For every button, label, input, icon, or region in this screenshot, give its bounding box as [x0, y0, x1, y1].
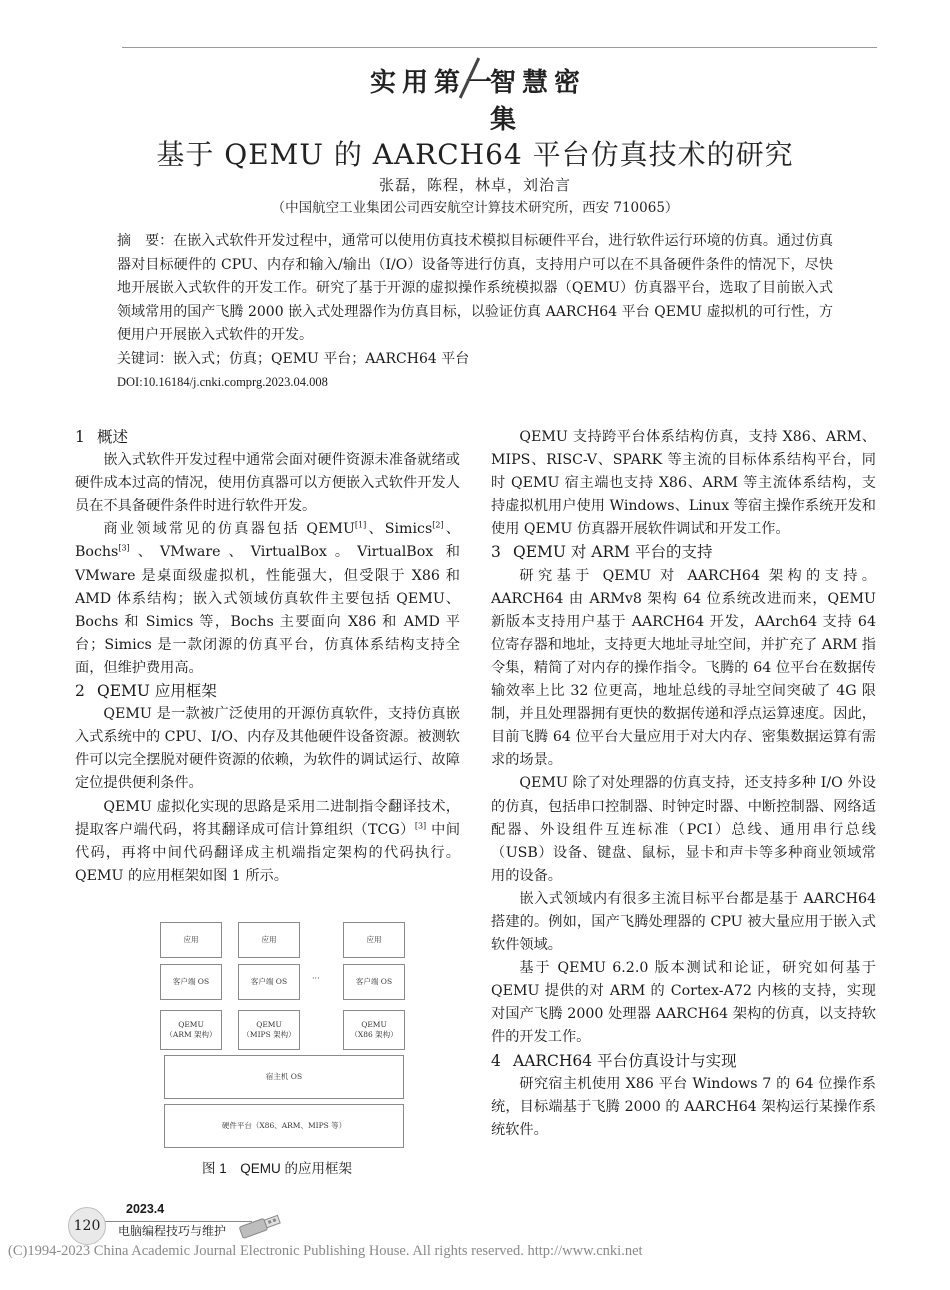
column-header	[340, 58, 610, 135]
paragraph-text: QEMU 虚拟化实现的思路是采用二进制指令翻译技术，提取客户端代码，将其翻译成可信计算组织（TCG）	[75, 798, 460, 838]
figure-box-qemu-arm	[160, 1010, 222, 1050]
paragraph: QEMU 支持跨平台体系结构仿真，支持 X86、ARM、MIPS、RISC-V、SPARK 等主流的目标体系结构平台，同时 QEMU 宿主端也支持 X86、ARM 等主流体系结构，支持虚拟机用户使用 Windows、Linux 等宿主操作系统开发和使用 QEMU 仿真器开展软件调试和开发工作。	[491, 429, 876, 538]
paragraph: QEMU 是一款被广泛使用的开源仿真软件，支持仿真嵌入式系统中的 CPU、I/O、内存及其他硬件设备资源。被测软件可以完全摆脱对硬件资源的依赖，为软件的调试运行、故障定位提供便利条件。	[75, 706, 460, 792]
figure-box-app: 应用	[238, 922, 300, 958]
figure-box-guest-os: 客户端 OS	[343, 964, 405, 1000]
abstract-text: 在嵌入式软件开发过程中，通常可以使用仿真技术模拟目标硬件平台，进行软件运行环境的仿真。通过仿真器对目标硬件的 CPU、内存和输入/输出（I/O）设备等进行仿真，支持用户可以在不具备硬件条件的情况下，尽快地开展嵌入式软件的开发工作。研究了基于开源的虚拟操作系统模拟器（QEMU）仿真器平台，选取了目前嵌入式领域常用的国产飞腾 2000 嵌入式处理器作为仿真目标，以验证仿真 AARCH64 平台 QEMU 虚拟机的可行性，方便用户开展嵌入式软件的开发。	[117, 233, 834, 343]
section-heading	[75, 426, 460, 449]
paragraph-text: 、Simics	[366, 521, 433, 538]
paragraph-text: 、Bochs	[75, 521, 460, 561]
section-number: 3	[491, 543, 501, 562]
paragraph: 研究宿主机使用 X86 平台 Windows 7 的 64 位操作系统，目标端基于飞腾 2000 的 AARCH64 架构运行某操作系统软件。	[491, 1075, 876, 1138]
header-right: 智慧密集	[490, 68, 587, 135]
figure-box-qemu-x86	[343, 1010, 405, 1050]
header-left: 实用第一	[370, 68, 499, 98]
page-number: 120	[68, 1207, 106, 1245]
keywords: 关键词：嵌入式；仿真；QEMU 平台；AARCH64 平台	[117, 351, 470, 367]
paragraph-text: 中间代码，再将中间代码翻译成主机端指定架构的代码执行。QEMU 的应用框架如图 1 所示。	[75, 821, 461, 884]
figure-qemu-framework	[160, 922, 406, 1150]
journal-name: 电脑编程技巧与维护	[118, 1224, 227, 1238]
figure-box-host-os: 宿主机 OS	[164, 1055, 404, 1099]
paragraph-text: 商业领域常见的仿真器包括 QEMU	[103, 521, 355, 538]
figure-box-app: 应用	[343, 922, 405, 958]
abstract-label: 摘 要：	[117, 233, 174, 249]
right-column	[491, 426, 876, 1142]
authors: 张磊，陈程，林卓，刘治言	[378, 176, 571, 194]
section-number: 2	[75, 682, 85, 701]
section-title: AARCH64 平台仿真设计与实现	[513, 1051, 737, 1070]
section-title: QEMU 应用框架	[97, 682, 217, 701]
citation: [3]	[118, 543, 130, 553]
paragraph: 研究基于 QEMU 对 AARCH64 架构的支持。AARCH64 由 ARMv8 架构 64 位系统改进而来，QEMU 新版本支持用户基于 AARCH64 开发，AArch64 支持 64 位寄存器和地址，支持更大地址寻址空间，并扩充了 ARM 指令集，精简了对内存的操作指令。飞腾的 64 位平台在数据传输效率上比 32 位更高，地址总线的寻址空间突破了 4G 限制，并且处理器拥有更快的数据传递和浮点运算速度。因此，目前飞腾 64 位平台大量应用于对大内存、密集数据运算有需求的场景。	[491, 567, 876, 769]
paragraph: 嵌入式软件开发过程中通常会面对硬件资源未准备就绪或硬件成本过高的情况，使用仿真器可以方便嵌入式软件开发人员在不具备硬件条件时进行软件开发。	[75, 452, 460, 515]
section-number: 1	[75, 428, 85, 446]
figure-box-hardware: 硬件平台（X86、ARM、MIPS 等）	[164, 1104, 404, 1148]
doi: DOI:10.16184/j.cnki.comprg.2023.04.008	[117, 375, 328, 389]
copyright-notice: (C)1994-2023 China Academic Journal Electronic Publishing House. All rights reserved. http://www.cnki.net	[8, 1243, 643, 1259]
figure-label: （MIPS 架构）	[242, 1030, 296, 1039]
paragraph: QEMU 除了对处理器的仿真支持，还支持多种 I/O 外设的仿真，包括串口控制器、时钟定时器、中断控制器、网络适配器、外设组件互连标准（PCI）总线、通用串行总线（USB）设备、键盘、鼠标，显卡和声卡等多种商业领域常用的设备。	[491, 775, 876, 884]
figure-box-guest-os: 客户端 OS	[238, 964, 300, 1000]
issue-number: 2023.4	[126, 1202, 165, 1216]
figure-label: QEMU	[178, 1020, 204, 1029]
figure-caption: 图 1 QEMU 的应用框架	[202, 1161, 353, 1176]
paragraph-text: 、VMware、VirtualBox。VirtualBox 和 VMware 是桌面级虚拟机，性能强大，但受限于 X86 和 AMD 体系结构；嵌入式领域仿真软件主要包括 QEMU、Bochs 和 Simics 等，Bochs 主要面向 X86 和 AMD 平台；Simics 是一款闭源的仿真平台，仿真体系结构支持全面，但维护费用高。	[75, 544, 460, 676]
figure-label: （ARM 架构）	[165, 1030, 217, 1039]
paper-title: 基于 QEMU 的 AARCH64 平台仿真技术的研究	[156, 138, 794, 171]
left-column	[75, 426, 460, 888]
figure-label: QEMU	[361, 1020, 387, 1029]
paragraph	[75, 518, 460, 680]
section-number: 4	[491, 1051, 501, 1070]
usb-plug-icon	[234, 1211, 286, 1241]
affiliation: （中国航空工业集团公司西安航空计算技术研究所，西安 710065）	[271, 200, 679, 216]
section-heading	[75, 680, 460, 703]
paragraph: 嵌入式领域内有很多主流目标平台都是基于 AARCH64 搭建的。例如，国产飞腾处理器的 CPU 被大量应用于嵌入式软件领域。	[491, 890, 876, 954]
citation: [1]	[354, 520, 367, 530]
section-heading	[491, 1050, 876, 1073]
figure-ellipsis: ···	[312, 974, 320, 983]
citation: [2]	[432, 520, 444, 530]
figure-box-app: 应用	[160, 922, 222, 958]
section-title: 概述	[97, 428, 129, 446]
footer-journal-block	[62, 1202, 292, 1245]
figure-box-qemu-mips	[238, 1010, 300, 1050]
citation: [3]	[414, 820, 427, 830]
figure-label: （X86 架构）	[350, 1030, 398, 1039]
section-title: QEMU 对 ARM 平台的支持	[513, 543, 713, 562]
paragraph	[75, 796, 460, 888]
section-heading	[491, 541, 876, 564]
header-rule	[122, 47, 877, 48]
abstract	[117, 230, 833, 348]
paragraph: 基于 QEMU 6.2.0 版本测试和论证，研究如何基于 QEMU 提供的对 ARM 的 Cortex-A72 内核的支持，实现对国产飞腾 2000 处理器 AARCH64 架构的仿真，以支持软件的开发工作。	[491, 960, 876, 1046]
figure-label: QEMU	[256, 1020, 282, 1029]
figure-box-guest-os: 客户端 OS	[160, 964, 222, 1000]
